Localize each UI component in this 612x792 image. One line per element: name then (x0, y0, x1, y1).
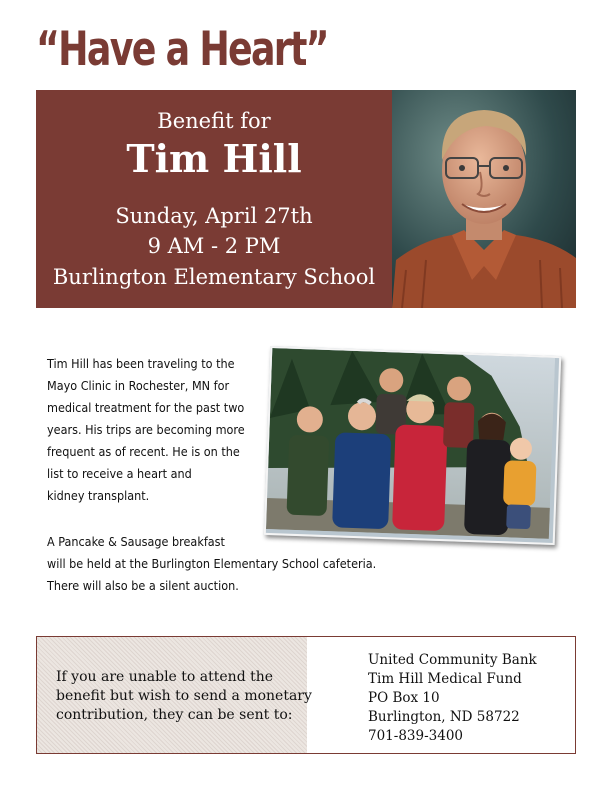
family-photo (264, 346, 561, 545)
story-line: There will also be a silent auction. (47, 578, 239, 593)
portrait-illustration (392, 90, 576, 308)
donation-message-line: benefit but wish to send a monetary (56, 688, 312, 704)
donation-message (56, 668, 312, 725)
story-line: years. His trips are becoming more (47, 422, 245, 437)
story-line: Mayo Clinic in Rochester, MN for (47, 378, 230, 393)
mailing-address (368, 651, 537, 746)
address-line: United Community Bank (368, 652, 537, 668)
portrait-photo (392, 90, 576, 308)
story-line: A Pancake & Sausage breakfast (47, 534, 225, 549)
donation-box (36, 636, 576, 754)
benefit-for-label: Benefit for (157, 109, 271, 133)
event-date: Sunday, April 27th (115, 204, 313, 228)
story-line: medical treatment for the past two (47, 400, 245, 415)
story-paragraph-2 (47, 531, 407, 597)
event-location: Burlington Elementary School (52, 265, 376, 289)
event-banner (36, 90, 392, 308)
headline: “Have a Heart” (36, 22, 328, 77)
honoree-name: Tim Hill (126, 136, 302, 181)
story-line: Tim Hill has been traveling to the (47, 356, 235, 371)
story-line: frequent as of recent. He is on the (47, 444, 240, 459)
address-line: Tim Hill Medical Fund (368, 671, 522, 687)
family-illustration (266, 348, 555, 539)
address-line: PO Box 10 (368, 690, 440, 706)
event-time: 9 AM - 2 PM (147, 234, 281, 258)
donation-message-panel (37, 637, 312, 753)
address-line: 701-839-3400 (368, 728, 464, 744)
address-line: Burlington, ND 58722 (368, 709, 520, 725)
donation-message-line: contribution, they can be sent to: (56, 707, 293, 723)
story-line: will be held at the Burlington Elementary School cafeteria. (47, 556, 377, 571)
donation-message-line: If you are unable to attend the (56, 669, 274, 685)
story-line: list to receive a heart and (47, 466, 192, 481)
story-line: kidney transplant. (47, 488, 150, 503)
